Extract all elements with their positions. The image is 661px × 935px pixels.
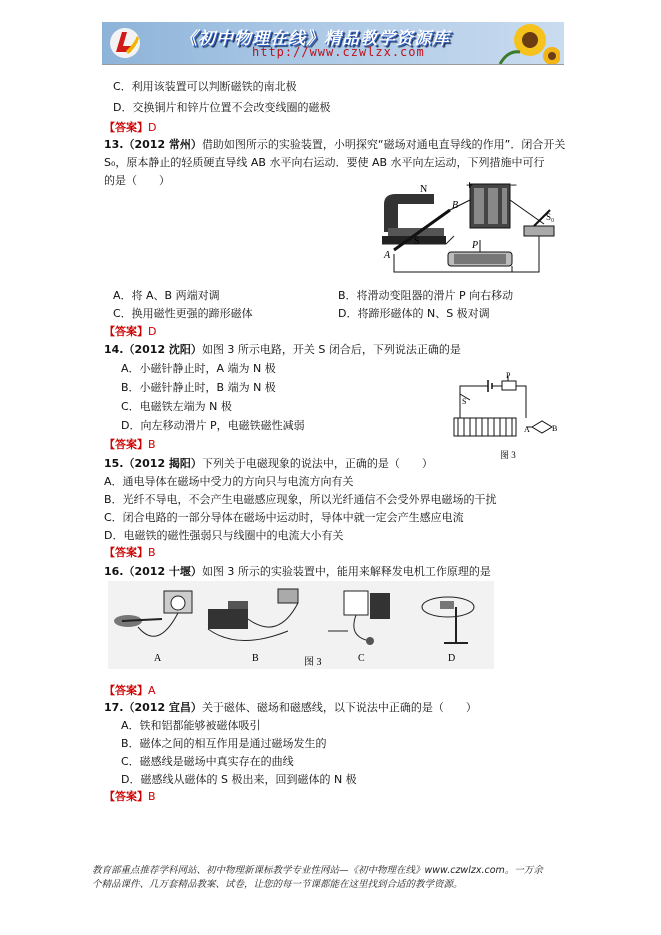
- q15-option-b: B．光纤不导电，不会产生电磁感应现象，所以光纤通信不会受外界电磁场的干扰: [104, 493, 497, 506]
- label-s: S: [462, 397, 467, 406]
- label-c: C: [358, 653, 365, 664]
- q13-option-b: B．将滑动变阻器的滑片 P 向右移动: [338, 289, 514, 302]
- figure-caption: 图 3: [500, 450, 516, 460]
- label-p: P: [472, 240, 479, 251]
- q17-text: 关于磁体、磁场和磁感线，以下说法中正确的是（ ）: [201, 701, 477, 714]
- q14-option-b: B．小磁针静止时，B 端为 N 极: [121, 381, 276, 394]
- q14-answer: [104, 438, 156, 452]
- q16-answer: [104, 684, 156, 698]
- answer-value: D: [148, 325, 157, 338]
- q13-line3: 的是（ ）: [104, 174, 170, 187]
- q13-option-d: D．将蹄形磁体的 N、S 极对调: [338, 307, 490, 320]
- q14-option-c: C．电磁铁左端为 N 极: [121, 400, 232, 413]
- answer-label: 【答案】: [104, 790, 148, 803]
- q15-number: 15.（2012 揭阳）: [104, 457, 202, 470]
- site-logo-icon: [108, 26, 142, 60]
- q13-line1: [104, 138, 565, 152]
- q13-option-c: C．换用磁性更强的蹄形磁体: [113, 307, 253, 320]
- q16-text: 如图 3 所示的实验装置中，能用来解释发电机工作原理的是: [201, 565, 491, 578]
- label-plus: +: [466, 180, 474, 192]
- label-a: A: [384, 250, 391, 261]
- q14-option-a: A．小磁针静止时，A 端为 N 极: [121, 362, 276, 375]
- q13-apparatus-figure: [374, 180, 560, 280]
- label-s: S: [414, 236, 420, 247]
- label-n: N: [420, 184, 428, 195]
- q17-number: 17.（2012 宜昌）: [104, 701, 202, 714]
- label-a: A: [154, 653, 162, 664]
- label-minus: −: [510, 180, 518, 192]
- q17-option-d: D．磁感线从磁体的 S 极出来，回到磁体的 N 极: [121, 773, 357, 786]
- q13-option-a: A．将 A、B 两端对调: [113, 289, 220, 302]
- header-rule: [102, 64, 564, 65]
- q14-option-d: D．向左移动滑片 P，电磁铁磁性减弱: [121, 419, 305, 432]
- label-s0: S₀: [546, 212, 555, 222]
- label-b: B: [552, 424, 558, 433]
- q16-line1: [104, 565, 491, 579]
- q14-text: 如图 3 所示电路，开关 S 闭合后，下列说法正确的是: [201, 343, 461, 356]
- q17-option-a: A．铁和铝都能够被磁体吸引: [121, 719, 261, 732]
- answer-label: 【答案】: [104, 546, 148, 559]
- q16-number: 16.（2012 十堰）: [104, 565, 202, 578]
- answer-value: A: [148, 684, 156, 697]
- answer-label: 【答案】: [104, 438, 148, 451]
- coil-icon: [454, 418, 516, 436]
- banner-title: 《初中物理在线》精品教学资源库: [180, 29, 450, 49]
- answer-value: B: [148, 790, 156, 803]
- header-banner: [102, 22, 564, 64]
- answer-label: 【答案】: [104, 121, 148, 134]
- q13-text: 借助如图所示的实验装置，小明探究“磁场对通电直导线的作用”．闭合开关: [201, 138, 566, 151]
- label-d: D: [448, 653, 456, 664]
- q17-option-b: B．磁体之间的相互作用是通过磁场发生的: [121, 737, 327, 750]
- q17-answer: [104, 790, 156, 804]
- label-b: B: [452, 200, 459, 211]
- q15-text: 下列关于电磁现象的说法中，正确的是（ ）: [201, 457, 433, 470]
- label-p: P: [506, 372, 511, 380]
- q16-apparatus-figure: [108, 581, 494, 669]
- q15-answer: [104, 546, 156, 560]
- q14-circuit-figure: [448, 372, 560, 462]
- q13-number: 13.（2012 常州）: [104, 138, 202, 151]
- answer-value: B: [148, 546, 156, 559]
- q14-number: 14.（2012 沈阳）: [104, 343, 202, 356]
- q15-option-d: D．电磁铁的磁性强弱只与线圈中的电流大小有关: [104, 529, 344, 542]
- label-a: A: [524, 425, 530, 434]
- q13-line2: S₀，原本静止的轻质硬直导线 AB 水平向右运动．要使 AB 水平向左运动，下列措施中可行: [104, 156, 545, 169]
- q15-option-c: C．闭合电路的一部分导体在磁场中运动时，导体中就一定会产生感应电流: [104, 511, 464, 524]
- answer-label: 【答案】: [104, 325, 148, 338]
- sunflower-icon: [490, 22, 560, 64]
- q13-answer: [104, 325, 156, 339]
- footer-line-2: 个精品课件、几万套精品教案、试卷，让您的每一节课都能在这里找到合适的教学资源。: [92, 879, 463, 890]
- q12-option-d: D．交换铜片和锌片位置不会改变线圈的磁极: [113, 101, 331, 114]
- figure-caption: 图 3: [304, 657, 322, 668]
- answer-value: B: [148, 438, 156, 451]
- label-b: B: [252, 653, 259, 664]
- q15-option-a: A．通电导体在磁场中受力的方向只与电流方向有关: [104, 475, 354, 488]
- q14-line1: [104, 343, 461, 357]
- q17-line1: [104, 701, 477, 715]
- page-footer: [92, 864, 568, 892]
- q15-line1: [104, 457, 433, 471]
- banner-url[interactable]: http://www.czwlzx.com: [252, 45, 425, 59]
- q12-option-c: C．利用该装置可以判断磁铁的南北极: [113, 80, 297, 93]
- answer-value: D: [148, 121, 157, 134]
- answer-label: 【答案】: [104, 684, 148, 697]
- q17-option-c: C．磁感线是磁场中真实存在的曲线: [121, 755, 294, 768]
- q12-answer: [104, 121, 156, 135]
- footer-line-1: 教育部重点推荐学科网站、初中物理新课标教学专业性网站—《初中物理在线》www.czwlzx.com。一万余: [92, 865, 543, 876]
